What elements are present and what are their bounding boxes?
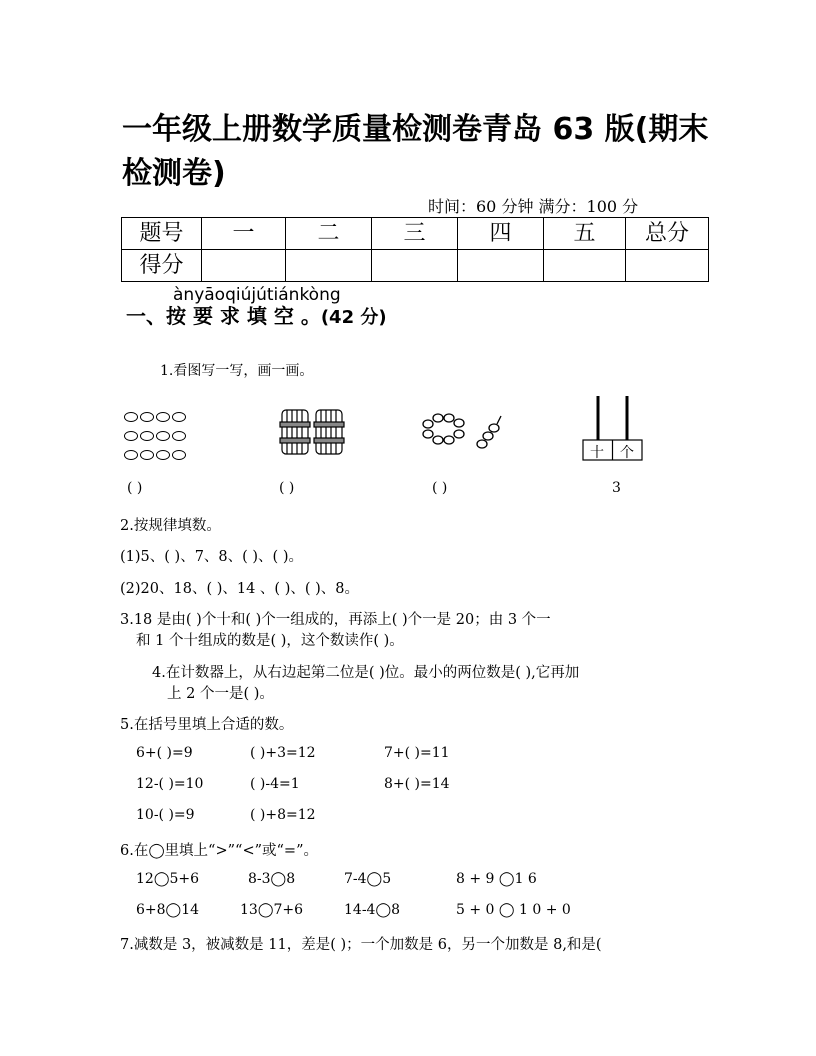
- answer-blank[interactable]: ( ): [127, 480, 143, 496]
- page-title: 一年级上册数学质量检测卷青岛 63 版(期末检测卷): [122, 112, 709, 191]
- equation-item: 7+( )=11: [384, 745, 450, 761]
- question-2-line-1: (1)5、( )、7、8、( )、( )。: [120, 549, 303, 565]
- comparison-item: 12◯5+6: [136, 871, 200, 887]
- question-3-line-2: 和 1 个十组成的数是( )，这个数读作( )。: [136, 633, 404, 649]
- score-header-cell: 总分: [626, 218, 709, 250]
- equation-item: ( )+8=12: [250, 807, 316, 823]
- section-pinyin: ànyāoqiújútiánkòng: [173, 285, 341, 305]
- score-header-cell: 题号: [122, 218, 202, 250]
- section-heading: [126, 300, 387, 329]
- question-4-line-1: 4.在计数器上，从右边起第二位是( )位。最小的两位数是( ),它再加: [152, 665, 580, 681]
- score-blank-cell[interactable]: [626, 250, 709, 282]
- question-4-line-2: 上 2 个一是( )。: [167, 686, 274, 702]
- score-header-cell: 四: [458, 218, 544, 250]
- comparison-item: 8 + 9 ◯1 6: [456, 871, 537, 887]
- score-header-cell: 五: [544, 218, 626, 250]
- score-blank-cell[interactable]: [202, 250, 286, 282]
- score-table-score-row: [122, 250, 709, 282]
- question-2-text: 2.按规律填数。: [120, 518, 221, 534]
- equation-item: ( )+3=12: [250, 745, 316, 761]
- section-points: (42 分): [320, 307, 387, 328]
- exam-time-and-score: 时间：60 分钟 满分：100 分: [428, 197, 639, 216]
- score-header-cell: 二: [286, 218, 372, 250]
- question-1-text: 1.看图写一写，画一画。: [160, 363, 314, 379]
- equation-item: ( )-4=1: [250, 776, 300, 792]
- comparison-item: 7-4◯5: [344, 871, 392, 887]
- comparison-item: 5 + 0 ◯ 1 0 + 0: [456, 902, 571, 918]
- equation-item: 8+( )=14: [384, 776, 450, 792]
- answer-blank[interactable]: ( ): [432, 480, 448, 496]
- score-header-cell: 三: [372, 218, 458, 250]
- score-blank-cell[interactable]: [544, 250, 626, 282]
- score-table-header-row: [122, 218, 709, 250]
- score-row-label: 得分: [122, 250, 202, 282]
- equation-item: 10-( )=9: [136, 807, 195, 823]
- equation-item: 12-( )=10: [136, 776, 204, 792]
- equation-item: 6+( )=9: [136, 745, 193, 761]
- score-blank-cell[interactable]: [286, 250, 372, 282]
- question-2-line-2: (2)20、18、( )、14 、( )、( )、8。: [120, 581, 359, 597]
- section-heading-text: 一、按 要 求 填 空 。: [126, 304, 321, 328]
- question-6-text: 6.在◯里填上“>”“<”或“=”。: [120, 843, 318, 859]
- comparison-item: 13◯7+6: [240, 902, 304, 918]
- score-table: [121, 217, 709, 282]
- answer-blank[interactable]: ( ): [279, 480, 295, 496]
- score-header-cell: 一: [202, 218, 286, 250]
- bead-ring-icon: [418, 410, 504, 454]
- abacus-tens-label: 十: [590, 445, 604, 461]
- comparison-item: 6+8◯14: [136, 902, 200, 918]
- abacus-ones-label: 个: [620, 445, 634, 461]
- oval-group-icon: [124, 409, 196, 466]
- abacus-value: 3: [612, 480, 621, 496]
- question-5-text: 5.在括号里填上合适的数。: [120, 717, 294, 733]
- question-3-line-1: 3.18 是由( )个十和( )个一组成的，再添上( )个一是 20；由 3 个一: [120, 612, 551, 628]
- score-blank-cell[interactable]: [458, 250, 544, 282]
- score-blank-cell[interactable]: [372, 250, 458, 282]
- comparison-item: 8-3◯8: [248, 871, 296, 887]
- question-7-line-1: 7.减数是 3，被减数是 11，差是( )；一个加数是 6，另一个加数是 8,和是(: [120, 937, 602, 953]
- comparison-item: 14-4◯8: [344, 902, 401, 918]
- stick-bundles-icon: [278, 406, 348, 458]
